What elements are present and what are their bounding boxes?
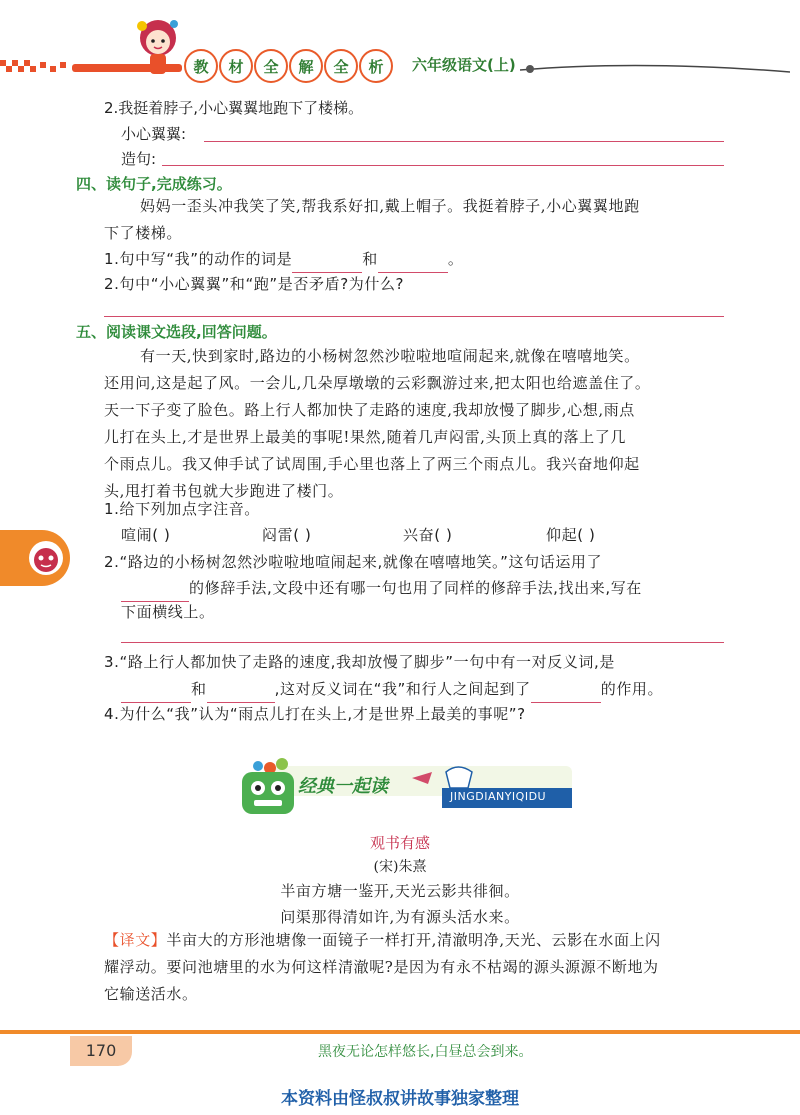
q2-prompt: 2.我挺着脖子,小心翼翼地跑下了楼梯。 <box>104 99 364 117</box>
passage-line-4: 儿打在头上,才是世界上最美的事呢!果然,随着几声闷雷,头顶上真的落上了几 <box>104 428 626 446</box>
q2-line2-text: 的修辞手法,文段中还有哪一句也用了同样的修辞手法,找出来,写在 <box>189 579 642 597</box>
side-tab <box>0 530 70 586</box>
poem-title: 观书有感 <box>369 834 430 852</box>
q3-mid: ,这对反义词在“我”和行人之间起到了 <box>274 680 531 698</box>
q1-end: 。 <box>447 250 464 268</box>
classic-reading-banner <box>232 758 572 820</box>
pen-line-decoration <box>520 58 790 78</box>
brand-char-3: 全 <box>254 49 288 83</box>
section-5-q2-line1: 2.“路边的小杨树忽然沙啦啦地喧闹起来,就像在嘻嘻地笑。”这句话运用了 <box>104 553 603 571</box>
pinyin-item-4: 仰起( ) <box>546 526 596 544</box>
pinyin-item-2: 闷雷( ) <box>262 526 312 544</box>
passage-line-1: 有一天,快到家时,路边的小杨树忽然沙啦啦地喧闹起来,就像在嘻嘻地笑。 <box>140 347 640 365</box>
brand-char-2: 材 <box>219 49 253 83</box>
answer-line <box>104 316 724 317</box>
grade-label: 六年级语文(上) <box>412 56 516 74</box>
banner-title: 经典一起读 <box>298 776 388 797</box>
brand-char-1: 教 <box>184 49 218 83</box>
answer-line <box>204 141 724 142</box>
translation-tag: 【译文】 <box>104 931 167 949</box>
q1-text: 1.句中写“我”的动作的词是 <box>104 250 293 268</box>
passage-line-2: 还用问,这是起了风。一会儿,几朵厚墩墩的云彩飘游过来,把太阳也给遮盖住了。 <box>104 374 651 392</box>
passage-line-3: 天一下子变了脸色。路上行人都加快了走路的速度,我却放慢了脚步,心想,雨点 <box>104 401 635 419</box>
section-4-passage-line1: 妈妈一歪头冲我笑了笑,帮我系好扣,戴上帽子。我挺着脖子,小心翼翼地跑 <box>140 197 640 215</box>
section-5-q2-line3: 下面横线上。 <box>121 603 215 621</box>
footer-motto: 黑夜无论怎样悠长,白昼总会到来。 <box>318 1044 533 1060</box>
pinyin-item-3: 兴奋( ) <box>403 526 453 544</box>
brand-char-5: 全 <box>324 49 358 83</box>
section-5-q3-line2 <box>121 676 663 703</box>
section-5-title: 五、阅读课文选段,回答问题。 <box>76 323 277 341</box>
q3-and: 和 <box>191 680 207 698</box>
section-4-q1 <box>104 246 463 273</box>
page-number: 170 <box>70 1036 132 1066</box>
sentence-label: 造句: <box>121 150 157 168</box>
section-5-q1: 1.给下列加点字注音。 <box>104 500 260 518</box>
word-label: 小心翼翼: <box>121 125 187 143</box>
translation-line-2: 耀浮动。要问池塘里的水为何这样清澈呢?是因为有永不枯竭的源头源源不断地为 <box>104 958 659 976</box>
translation-line-1 <box>104 927 661 954</box>
poem-author: (宋)朱熹 <box>373 859 427 875</box>
passage-line-6: 头,甩打着书包就大步跑进了楼门。 <box>104 482 344 500</box>
translation-text-1: 半亩大的方形池塘像一面镜子一样打开,清澈明净,天光、云影在水面上闪 <box>166 931 661 949</box>
section-4-title: 四、读句子,完成练习。 <box>76 175 232 193</box>
section-5-q3-line1: 3.“路上行人都加快了走路的速度,我却放慢了脚步”一句中有一对反义词,是 <box>104 653 615 671</box>
brand-char-6: 析 <box>359 49 393 83</box>
brand-char-4: 解 <box>289 49 323 83</box>
mascot-face-icon <box>26 538 66 578</box>
watermark-text: 本资料由怪叔叔讲故事独家整理 <box>281 1089 519 1109</box>
poem-line-1: 半亩方塘一鉴开,天光云影共徘徊。 <box>280 882 520 900</box>
answer-line <box>162 165 724 166</box>
answer-blank <box>531 686 601 703</box>
banner-pinyin: JINGDIANYIQIDU <box>450 790 547 803</box>
page-header <box>0 0 800 100</box>
footer-bar <box>0 1030 800 1034</box>
translation-line-3: 它输送活水。 <box>104 985 198 1003</box>
section-4-q2: 2.句中“小心翼翼”和“跑”是否矛盾?为什么? <box>104 275 405 293</box>
answer-line <box>121 642 724 643</box>
section-4-passage-line2: 下了楼梯。 <box>104 224 183 242</box>
pinyin-item-1: 喧闹( ) <box>121 526 171 544</box>
section-5-q4: 4.为什么“我”认为“雨点儿打在头上,才是世界上最美的事呢”? <box>104 705 526 723</box>
q1-and: 和 <box>362 250 378 268</box>
passage-line-5: 个雨点儿。我又伸手试了试周围,手心里也落上了两三个雨点儿。我兴奋地仰起 <box>104 455 640 473</box>
q3-end: 的作用。 <box>600 680 664 698</box>
section-5-q2-line2 <box>121 575 642 602</box>
poem-line-2: 问渠那得清如许,为有源头活水来。 <box>280 908 520 926</box>
girl-mascot-icon <box>130 14 186 84</box>
banner-graphic <box>232 758 572 820</box>
